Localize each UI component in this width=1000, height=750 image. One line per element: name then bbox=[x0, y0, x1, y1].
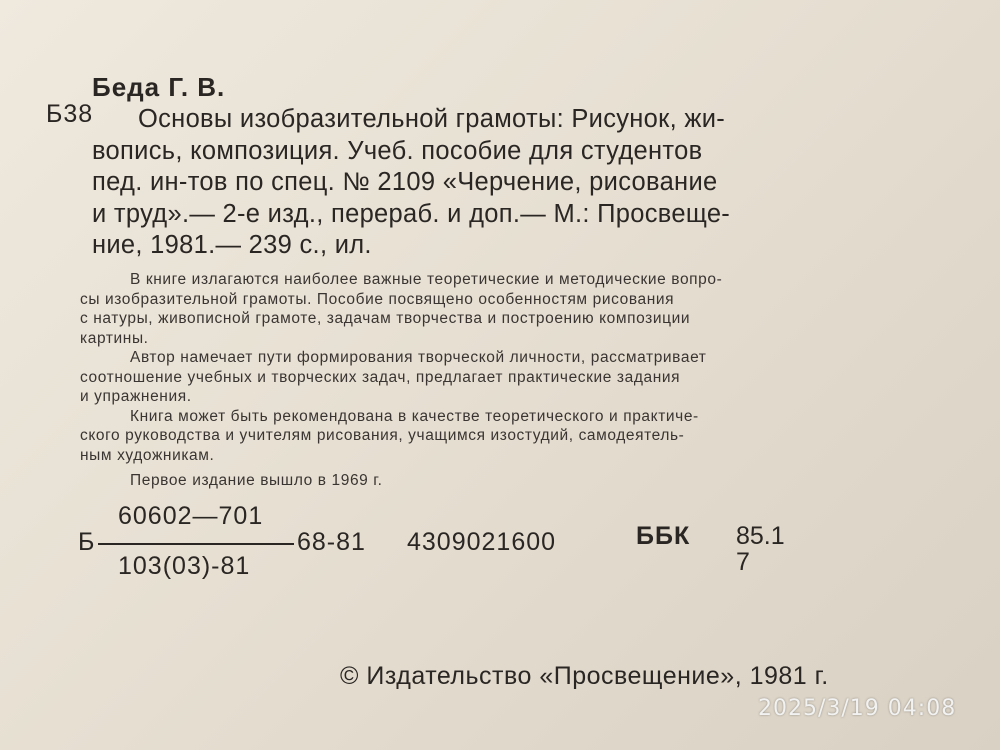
annotation-line: картины. bbox=[80, 329, 149, 347]
annotation-line: ского руководства и учителям рисования, учащимся изостудий, самодеятель- bbox=[80, 427, 685, 444]
annotation-line: Книга может быть рекомендована в качестве теоретического и практиче- bbox=[130, 407, 699, 425]
entry-line: вопись, композиция. Учеб. пособие для студентов bbox=[92, 136, 703, 165]
author-code: Б38 bbox=[46, 100, 94, 128]
annotation-line: В книге излагаются наиболее важные теоретические и методические вопро- bbox=[130, 271, 723, 288]
fraction-divider bbox=[98, 543, 294, 545]
catalog-fraction-letter: Б bbox=[78, 528, 95, 556]
entry-line: ние, 1981.— 239 с., ил. bbox=[92, 231, 372, 259]
entry-line: Основы изобразительной грамоты: Рисунок, жи- bbox=[138, 105, 726, 133]
catalog-number: 4309021600 bbox=[407, 528, 557, 556]
author-name: Беда Г. В. bbox=[92, 72, 226, 102]
annotation bbox=[80, 270, 860, 491]
bbk-code: 85.1 bbox=[736, 522, 785, 550]
bbk-subcode: 7 bbox=[736, 548, 750, 576]
bibliographic-entry bbox=[92, 104, 837, 262]
annotation-line: Автор намечает пути формирования творческой личности, рассматривает bbox=[130, 349, 707, 366]
copyright-line: © Издательство «Просвещение», 1981 г. bbox=[340, 662, 829, 690]
bbk-label: ББК bbox=[636, 522, 691, 550]
first-edition-note: Первое издание вышло в 1969 г. bbox=[130, 472, 383, 489]
catalog-index: 68-81 bbox=[297, 528, 366, 556]
annotation-line: и упражнения. bbox=[80, 388, 192, 405]
catalog-fraction-top: 60602—701 bbox=[118, 502, 264, 530]
entry-line: и труд».— 2-е изд., перераб. и доп.— М.: Просвеще- bbox=[92, 199, 731, 228]
annotation-line: ным художникам. bbox=[80, 446, 215, 464]
annotation-line: с натуры, живописной грамоте, задачам творчества и построению композиции bbox=[80, 310, 691, 327]
annotation-line: сы изобразительной грамоты. Пособие посвящено особенностям рисования bbox=[80, 290, 675, 308]
catalog-fraction-bottom: 103(03)-81 bbox=[118, 552, 251, 580]
entry-line: пед. ин-тов по спец. № 2109 «Черчение, рисование bbox=[92, 168, 718, 196]
annotation-line: соотношение учебных и творческих задач, предлагает практические задания bbox=[80, 368, 681, 386]
photo-timestamp: 2025/3/19 04:08 bbox=[758, 696, 957, 721]
